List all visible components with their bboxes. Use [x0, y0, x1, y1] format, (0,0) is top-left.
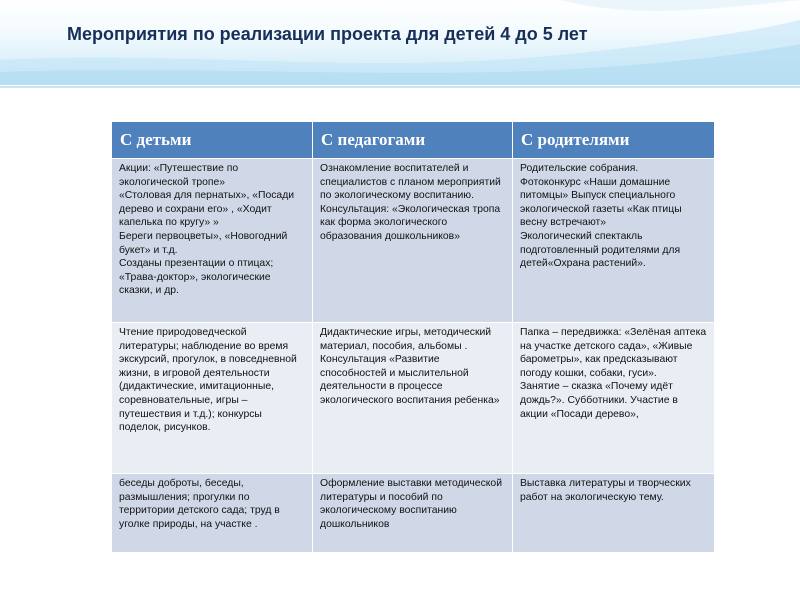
- header-divider: [0, 86, 800, 88]
- table-row: [112, 474, 715, 553]
- slide-title: Мероприятия по реализации проекта для детей 4 до 5 лет: [67, 24, 588, 44]
- table-row: [112, 159, 715, 323]
- table-cell-teachers: Оформление выставки методической литературы и пособий по экологическому воспитанию дошкольников: [313, 474, 513, 553]
- table-cell-parents: Папка – передвижка: «Зелёная аптека на участке детского сада», «Живые барометры», как предсказывают погоду кошки, собаки, гуси». Занятие – сказка «Почему идёт дождь?». Субботники. Участие в акции «Посади дерево»,: [513, 323, 715, 474]
- column-header-parents: С родителями: [513, 122, 715, 159]
- table-cell-children: Акции: «Путешествие по экологической тропе» «Столовая для пернатых», «Посади дерево и сохрани его» , «Ходит капелька по кругу» » Береги первоцветы», «Новогодний букет» и т.д. Созданы презентации о птицах; «Трава-доктор», экологические сказки, и др.: [112, 159, 313, 323]
- table-cell-children: беседы доброты, беседы, размышления; прогулки по территории детского сада; труд в уголке природы, на участке .: [112, 474, 313, 553]
- column-header-teachers: С педагогами: [313, 122, 513, 159]
- table-cell-children: Чтение природоведческой литературы; наблюдение во время экскурсий, прогулок, в повседневной жизни, в игровой деятельности (дидактические, имитационные, соревновательные, игры – путешествия и т.д.); конкурсы поделок, рисунков.: [112, 323, 313, 474]
- table-cell-teachers: Ознакомление воспитателей и специалистов с планом мероприятий по экологическому воспитанию. Консультация: «Экологическая тропа как форма экологического образования дошкольников»: [313, 159, 513, 323]
- table-row: [112, 323, 715, 474]
- table-header-row: [112, 122, 715, 159]
- activities-table: [111, 121, 715, 553]
- table-cell-parents: Выставка литературы и творческих работ на экологическую тему.: [513, 474, 715, 553]
- table-cell-teachers: Дидактические игры, методический материал, пособия, альбомы . Консультация «Развитие способностей и мыслительной деятельности в процессе экологического воспитания ребенка»: [313, 323, 513, 474]
- header-band: [0, 0, 800, 85]
- column-header-children: С детьми: [112, 122, 313, 159]
- table-cell-parents: Родительские собрания. Фотоконкурс «Наши домашние питомцы» Выпуск специального экологической газеты «Как птицы весну встречают» Экологический спектакль подготовленный родителями для детей«Охрана растений».: [513, 159, 715, 323]
